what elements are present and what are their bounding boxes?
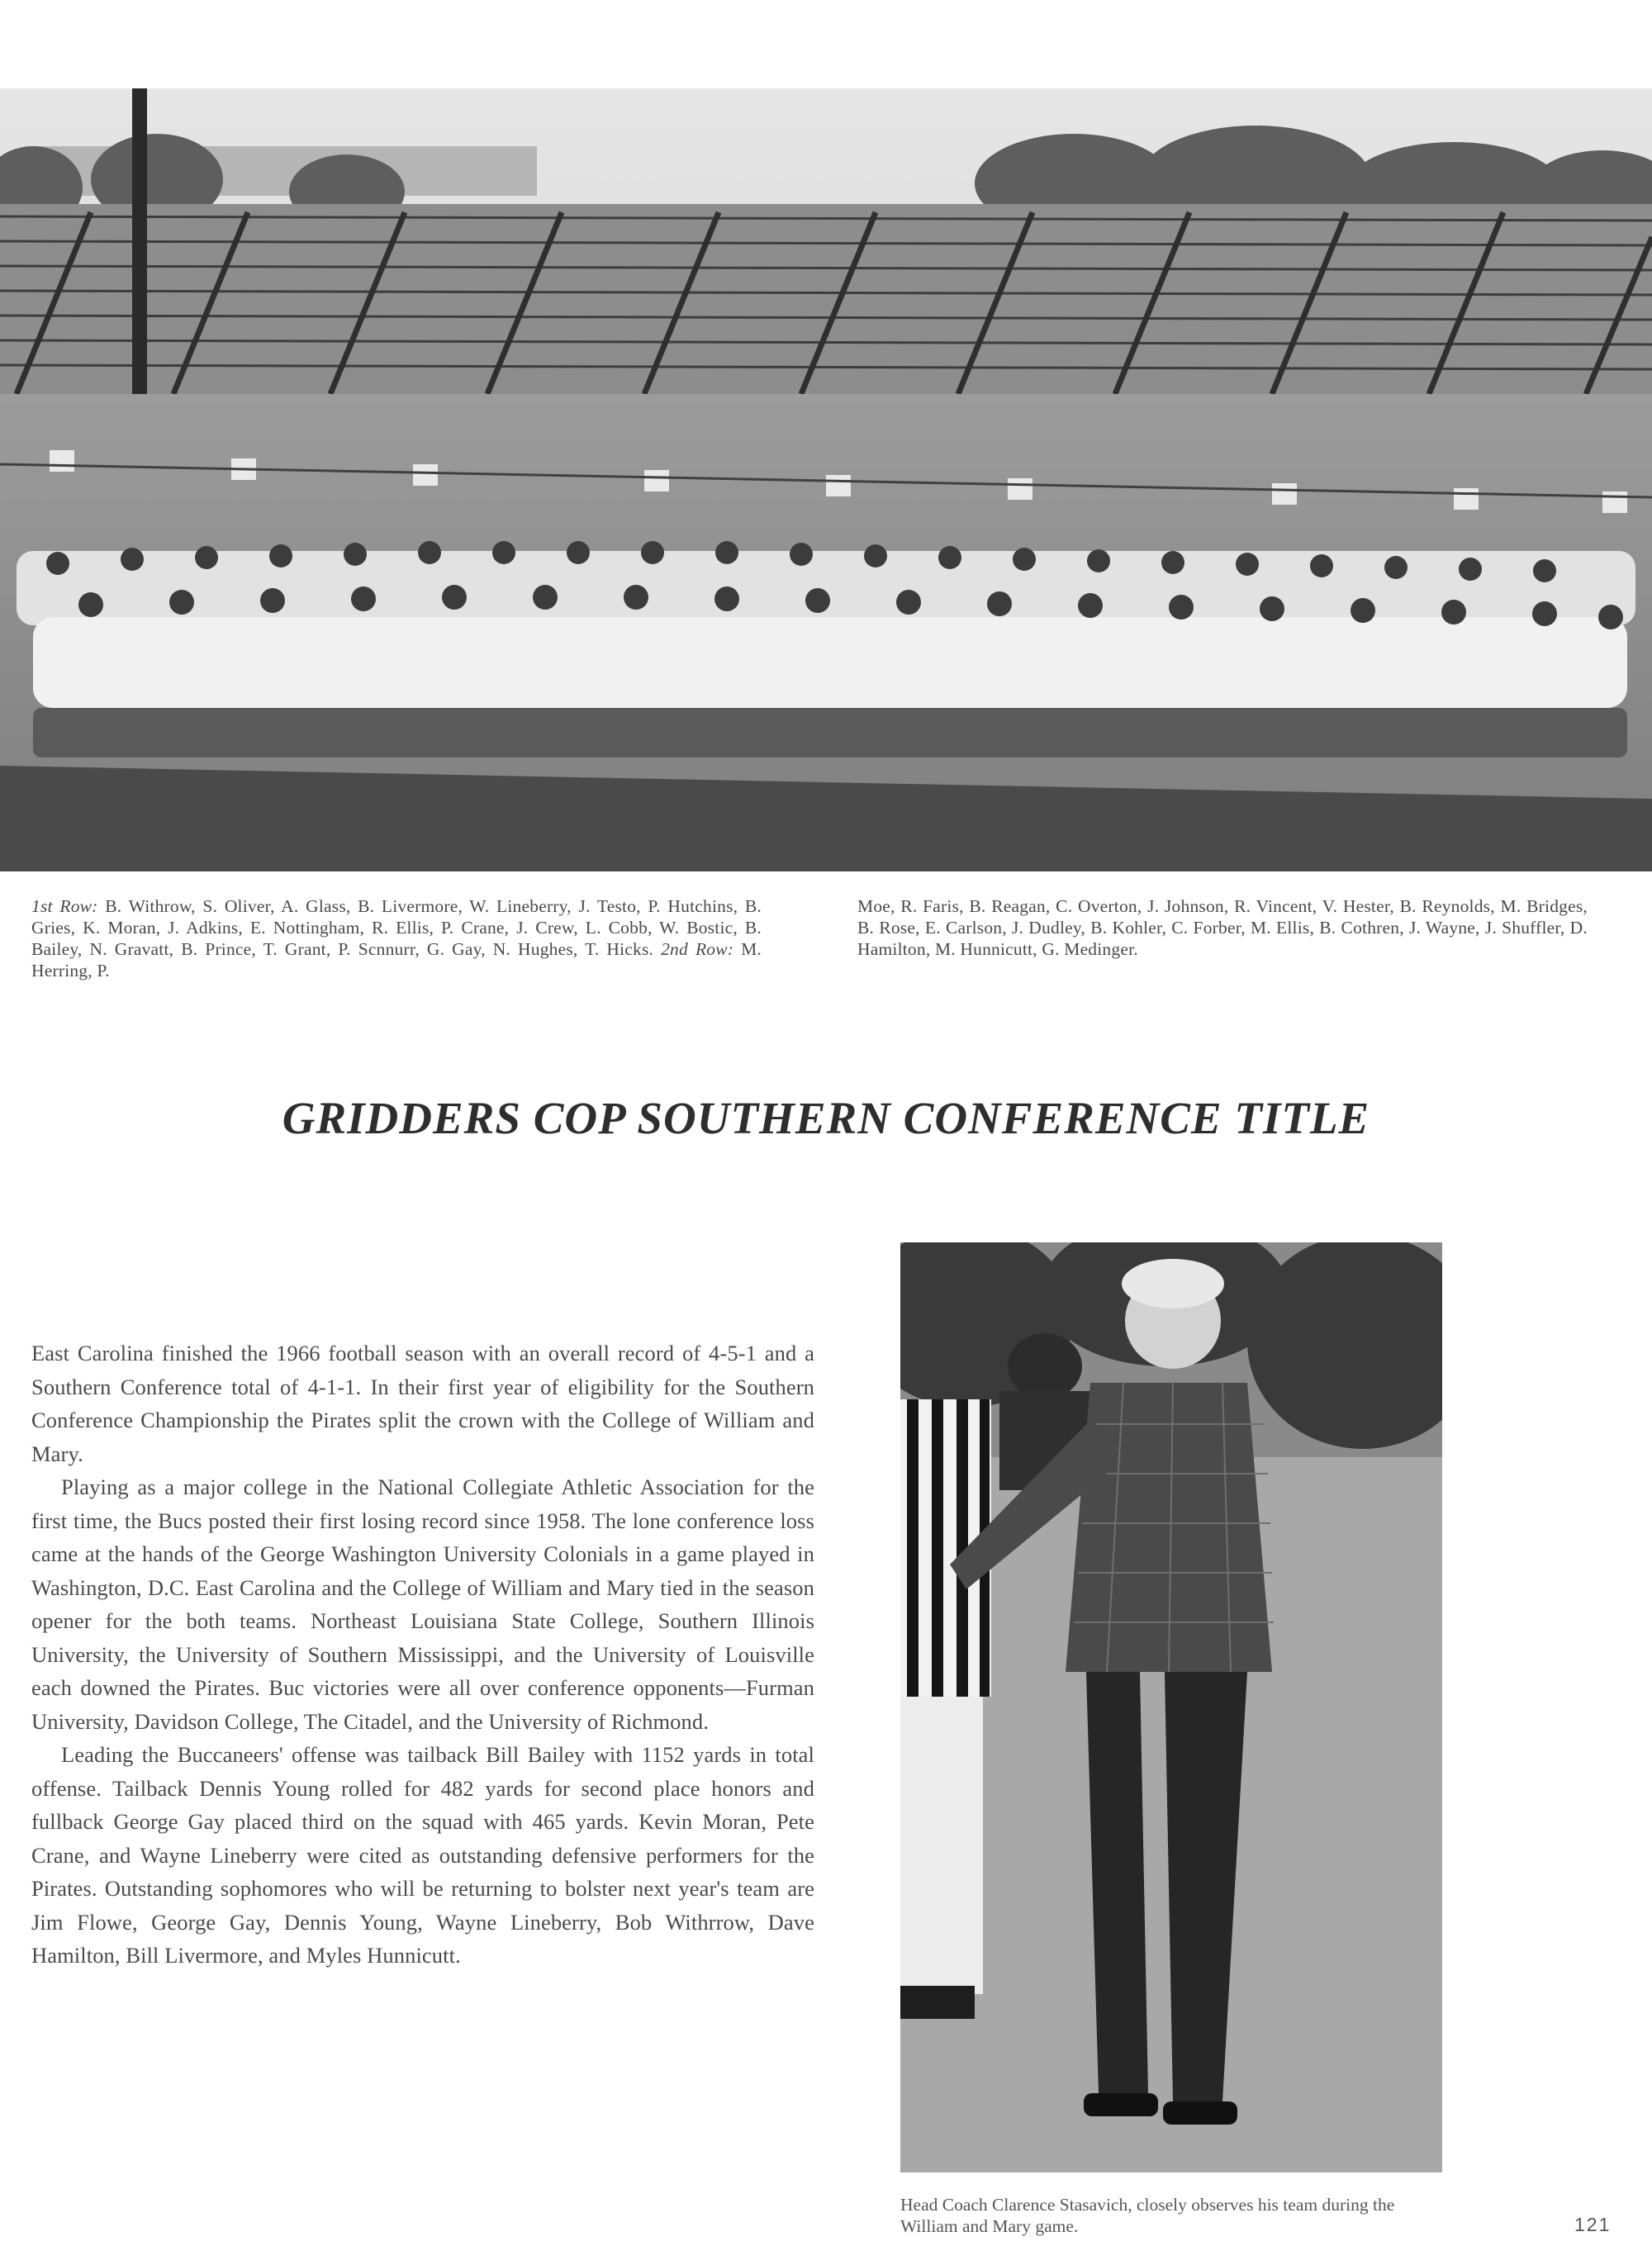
- second-row-names-start: M. Herring, P.: [31, 939, 762, 981]
- article-paragraph: Leading the Buccaneers' offense was tailback Bill Bailey with 1152 yards in total offense. Tailback Dennis Young rolled for 482 yards for second place honors and fullback George Gay placed third on the squad with 465 yards. Kevin Moran, Pete Crane, and Wayne Lineberry were cited as outstanding defensive performers for the Pirates. Outstanding sophomores who will be returning to bolster next year's team are Jim Flowe, George Gay, Dennis Young, Wayne Lineberry, Bob Withrrow, Dave Hamilton, Bill Livermore, and Myles Hunnicutt.: [31, 1742, 814, 1968]
- team-photo-caption-left: [31, 895, 762, 981]
- coach-photo: [900, 1242, 1442, 2172]
- first-row-label: 1st Row:: [31, 896, 98, 916]
- coach-photo-caption: Head Coach Clarence Stasavich, closely observes his team during the William and Mary game.: [900, 2195, 1395, 2236]
- page-number: 121: [1574, 2214, 1612, 2235]
- team-photo-graphic: [0, 88, 1652, 871]
- article-paragraph: Playing as a major college in the National Collegiate Athletic Association for the first time, the Bucs posted their first losing record since 1958. The lone conference loss came at the hands of the George Washington University Colonials in a game played in Washington, D.C. East Carolina and the College of William and Mary tied in the season opener for the both teams. Northeast Louisiana State College, Southern Illinois University, the University of Southern Mississippi, and the University of Louisville each downed the Pirates. Buc victories were all over conference opponents—Furman University, Davidson College, The Citadel, and the University of Richmond.: [31, 1474, 814, 1734]
- article-body: [31, 1337, 814, 1973]
- team-photo: [0, 88, 1652, 871]
- first-row-names: B. Withrow, S. Oliver, A. Glass, B. Livermore, W. Lineberry, J. Testo, P. Hutchins, B. Gries, K. Moran, J. Adkins, E. Nottingham, R. Ellis, P. Crane, J. Crew, L. Cobb, W. Bostic, B. Bailey, N. Gravatt, B. Prince, T. Grant, P. Scnnurr, G. Gay, N. Hughes, T. Hicks.: [31, 896, 762, 959]
- article-paragraph: East Carolina finished the 1966 football season with an overall record of 4-5-1 and a Southern Conference total of 4-1-1. In their first year of eligibility for the Southern Conference Championship the Pirates split the crown with the College of William and Mary.: [31, 1341, 814, 1466]
- second-row-label: 2nd Row:: [661, 939, 734, 959]
- coach-photo-graphic: [900, 1242, 1442, 2172]
- page-headline: GRIDDERS COP SOUTHERN CONFERENCE TITLE: [282, 1093, 1370, 1143]
- team-photo-caption-right: Moe, R. Faris, B. Reagan, C. Overton, J. Johnson, R. Vincent, V. Hester, B. Reynolds, M. Bridges, B. Rose, E. Carlson, J. Dudley, B. Kohler, C. Forber, M. Ellis, B. Cothren, J. Wayne, J. Shuffler, D. Hamilton, M. Hunnicutt, G. Medinger.: [857, 896, 1588, 959]
